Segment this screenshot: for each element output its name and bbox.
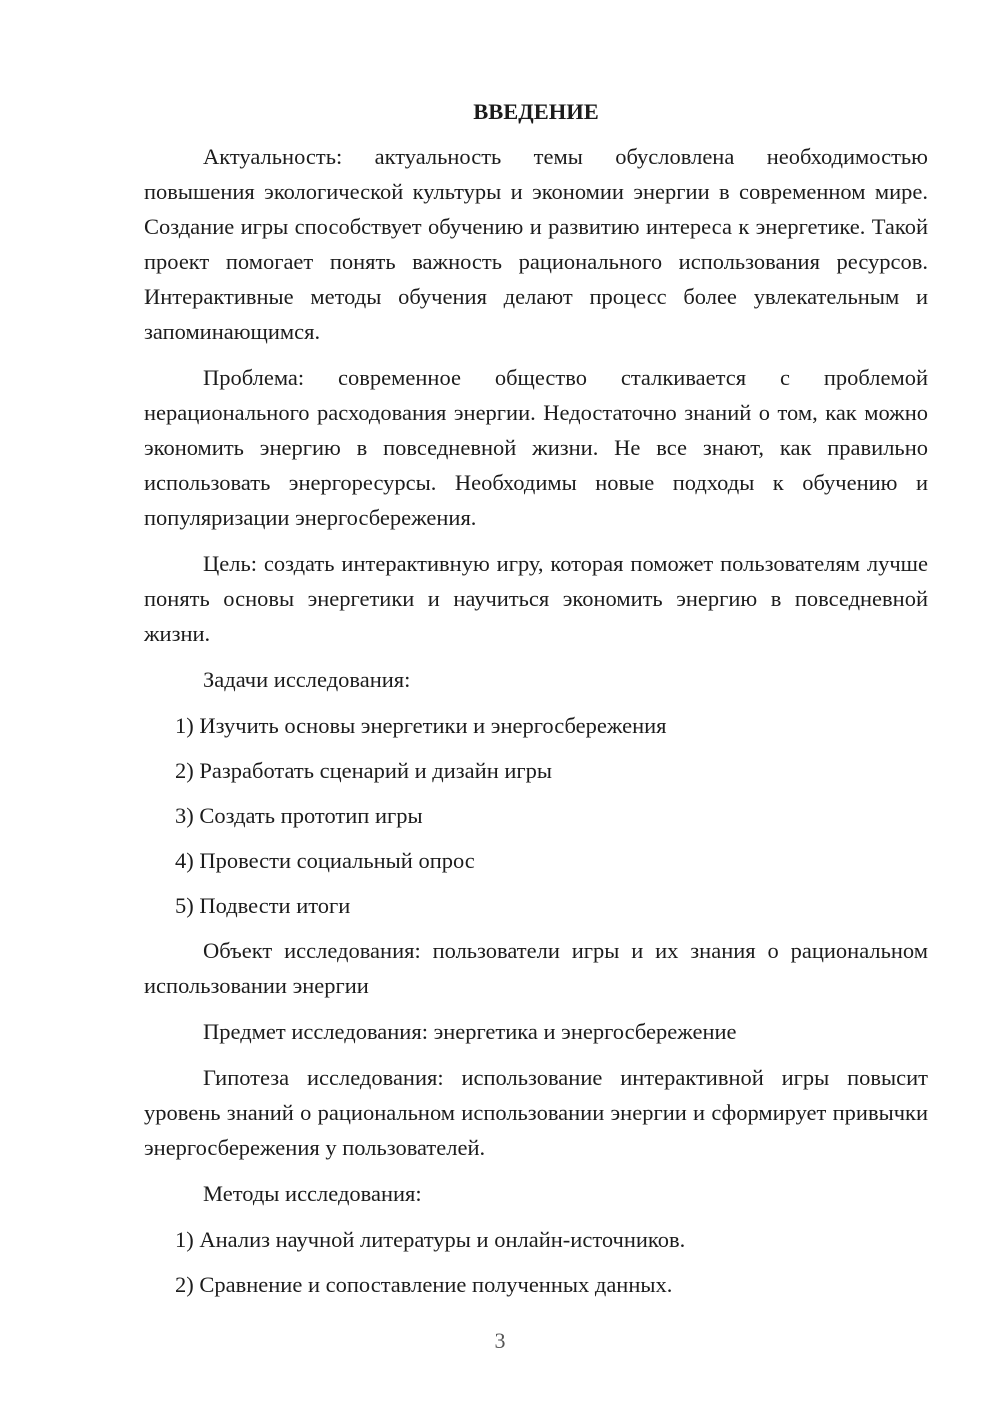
problem-paragraph: Проблема: современное общество сталкивается с проблемой нерационального расходования энергии. Недостаточно знаний о том, как можно экономить энергию в повседневной жизни. Не все знают, как правильно использовать энергоресурсы. Необходимы новые подходы к обучению и популяризации энергосбережения.: [144, 365, 928, 530]
page-number: 3: [494, 1328, 506, 1353]
method-item: 2) Сравнение и сопоставление полученных данных.: [175, 1272, 673, 1297]
task-item: 2) Разработать сценарий и дизайн игры: [175, 758, 552, 783]
page-content: [144, 94, 928, 1312]
subject-paragraph: Предмет исследования: энергетика и энергосбережение: [203, 1019, 737, 1044]
task-item: 5) Подвести итоги: [175, 893, 351, 918]
relevance-paragraph: Актуальность: актуальность темы обусловлена необходимостью повышения экологической культуры и экономии энергии в современном мире. Создание игры способствует обучению и развитию интереса к энергетике. Такой проект помогает понять важность рационального использования ресурсов. Интерактивные методы обучения делают процесс более увлекательным и запоминающимся.: [144, 144, 928, 344]
task-item: 4) Провести социальный опрос: [175, 848, 475, 873]
method-item: 1) Анализ научной литературы и онлайн-источников.: [175, 1227, 686, 1252]
task-item: 3) Создать прототип игры: [175, 803, 423, 828]
tasks-label: Задачи исследования:: [203, 667, 411, 692]
goal-paragraph: Цель: создать интерактивную игру, которая поможет пользователям лучше понять основы энергетики и научиться экономить энергию в повседневной жизни.: [144, 551, 928, 646]
section-title: ВВЕДЕНИЕ: [473, 99, 599, 124]
methods-label: Методы исследования:: [203, 1181, 422, 1206]
object-paragraph: Объект исследования: пользователи игры и их знания о рациональном использовании энергии: [144, 938, 928, 998]
hypothesis-paragraph: Гипотеза исследования: использование интерактивной игры повысит уровень знаний о рациональном использовании энергии и сформирует привычки энергосбережения у пользователей.: [144, 1065, 928, 1160]
task-item: 1) Изучить основы энергетики и энергосбережения: [175, 713, 667, 738]
